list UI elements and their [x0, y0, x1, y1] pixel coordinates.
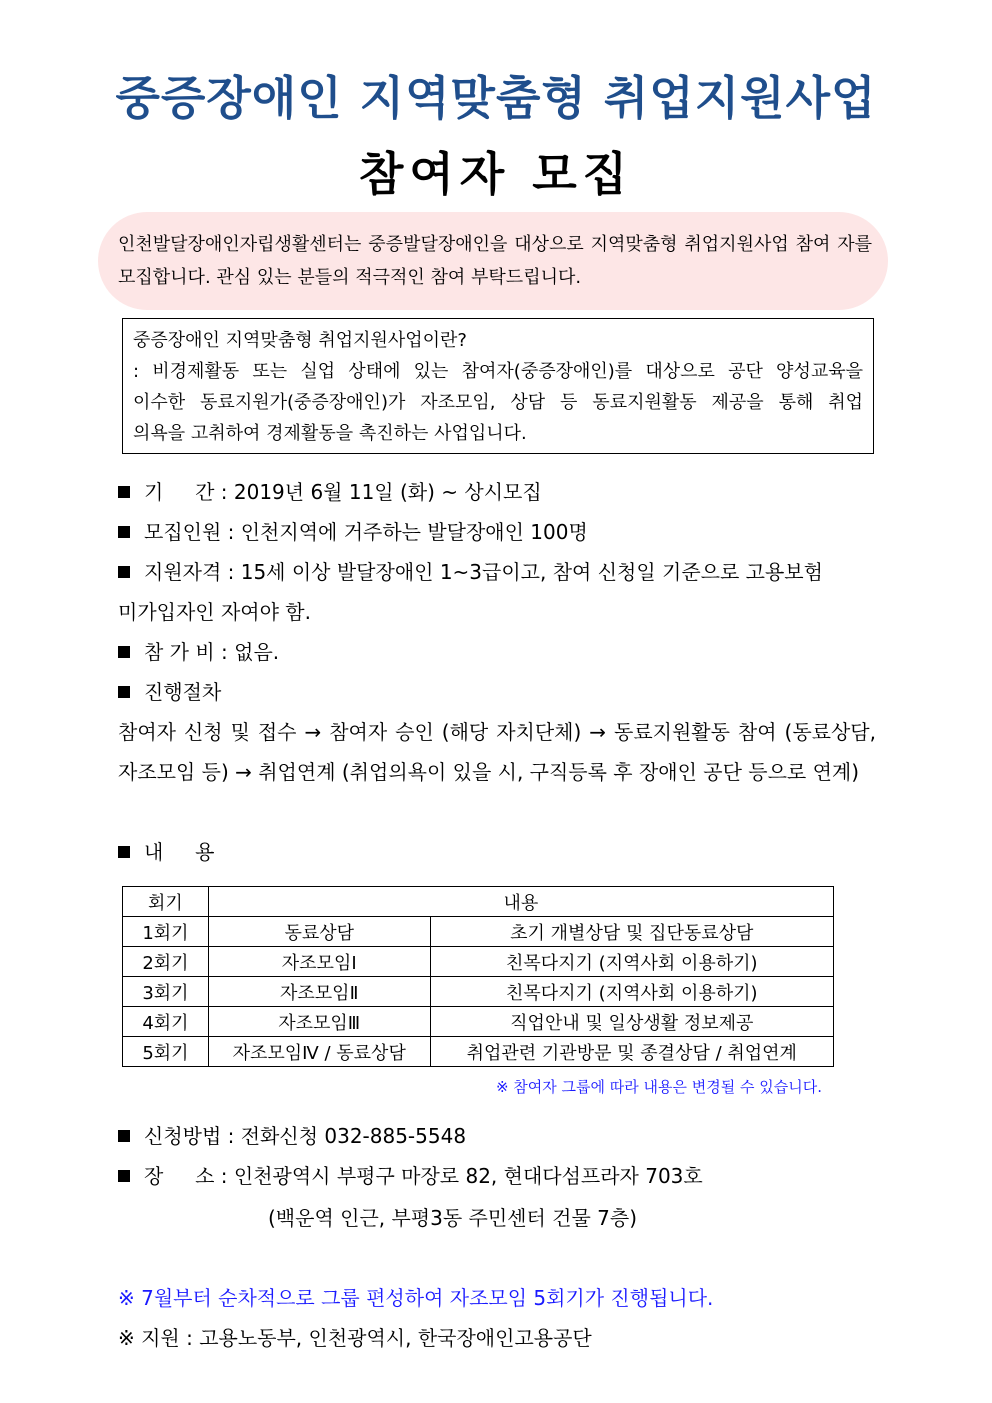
process-heading-text: 진행절차: [144, 680, 222, 704]
table-cell-activity: 동료상담: [208, 917, 430, 947]
page-subtitle: 참여자 모집: [358, 147, 634, 201]
table-cell-detail: 취업관련 기관방문 및 종결상담 / 취업연계: [430, 1037, 833, 1067]
intro-banner: [98, 212, 888, 310]
schedule-table: [122, 886, 834, 1067]
period-text: 기 간 : 2019년 6월 11일 (화) ~ 상시모집: [144, 480, 542, 504]
content-heading-text: 내 용: [144, 840, 215, 864]
definition-line: 의욕을 고취하여 경제활동을 촉진하는 사업입니다.: [133, 423, 527, 444]
definition-heading: 중증장애인 지역맞춤형 취업지원사업이란?: [133, 330, 467, 351]
intro-text-line1: 인천발달장애인자립생활센터는 중증발달장애인을 대상으로 지역맞춤형 취업지원사업 참여: [118, 234, 831, 255]
apply-method: [118, 1116, 466, 1156]
info-process-heading: [118, 672, 221, 712]
info-recruit: [118, 512, 588, 552]
table-cell-activity: 자조모임Ⅳ / 동료상담: [208, 1037, 430, 1067]
table-row: [123, 1007, 834, 1037]
table-cell-session: 3회기: [123, 977, 209, 1007]
apply-place-text: 장 소 : 인천광역시 부평구 마장로 82, 현대다섬프라자 703호: [144, 1164, 703, 1188]
table-row: [123, 1037, 834, 1067]
square-bullet-icon: [118, 686, 130, 698]
table-cell-detail: 직업안내 및 일상생활 정보제공: [430, 1007, 833, 1037]
info-period: [118, 472, 542, 512]
intro-text-line2: 자를 모집합니다. 관심 있는 분들의 적극적인 참여 부탁드립니다.: [118, 234, 872, 288]
schedule-note: ※ 7월부터 순차적으로 그룹 편성하여 자조모임 5회기가 진행됩니다.: [118, 1286, 714, 1310]
info-qualification: [118, 552, 876, 592]
definition-line: : 비경제활동 또는 실업 상태에 있는 참여자(중증장애인)를 대상으로 공단 양성교육을: [133, 361, 863, 382]
table-cell-detail: 초기 개별상담 및 집단동료상담: [430, 917, 833, 947]
fee-text: 참 가 비 : 없음.: [144, 640, 280, 664]
table-header-row: [123, 887, 834, 917]
definition-box: [122, 318, 874, 454]
square-bullet-icon: [118, 526, 130, 538]
table-cell-session: 1회기: [123, 917, 209, 947]
support-note: ※ 지원 : 고용노동부, 인천광역시, 한국장애인고용공단: [118, 1326, 592, 1350]
table-row: [123, 977, 834, 1007]
table-cell-session: 5회기: [123, 1037, 209, 1067]
table-cell-activity: 자조모임Ⅲ: [208, 1007, 430, 1037]
table-header-content: 내용: [208, 887, 833, 917]
info-qualification-cont: 미가입자인 자여야 함.: [118, 600, 311, 624]
definition-line: 이수한 동료지원가(중증장애인)가 자조모임, 상담 등 동료지원활동 제공을 통해 취업: [133, 392, 863, 413]
apply-method-text: 신청방법 : 전화신청 032-885-5548: [144, 1124, 467, 1148]
table-cell-detail: 친목다지기 (지역사회 이용하기): [430, 947, 833, 977]
apply-place: [118, 1156, 703, 1196]
table-row: [123, 947, 834, 977]
apply-place-detail: (백운역 인근, 부평3동 주민센터 건물 7층): [268, 1206, 637, 1230]
square-bullet-icon: [118, 646, 130, 658]
square-bullet-icon: [118, 486, 130, 498]
page-title: 중증장애인 지역맞춤형 취업지원사업: [115, 71, 877, 125]
square-bullet-icon: [118, 1130, 130, 1142]
info-content-heading: [118, 832, 214, 872]
square-bullet-icon: [118, 846, 130, 858]
table-cell-detail: 친목다지기 (지역사회 이용하기): [430, 977, 833, 1007]
table-header-session: 회기: [123, 887, 209, 917]
info-fee: [118, 632, 279, 672]
square-bullet-icon: [118, 566, 130, 578]
table-row: [123, 917, 834, 947]
process-text: 참여자 신청 및 접수 → 참여자 승인 (해당 자치단체) → 동료지원활동 참여 (동료상담, 자조모임 등) → 취업연계 (취업의욕이 있을 시, 구직등록 후 장애인 공단 등으로 연계): [118, 720, 876, 784]
square-bullet-icon: [118, 1170, 130, 1182]
table-cell-activity: 자조모임Ⅰ: [208, 947, 430, 977]
recruit-text: 모집인원 : 인천지역에 거주하는 발달장애인 100명: [144, 520, 588, 544]
table-cell-activity: 자조모임Ⅱ: [208, 977, 430, 1007]
table-cell-session: 2회기: [123, 947, 209, 977]
table-cell-session: 4회기: [123, 1007, 209, 1037]
table-note: ※ 참여자 그룹에 따라 내용은 변경될 수 있습니다.: [495, 1078, 822, 1096]
qualification-text: 지원자격 : 15세 이상 발달장애인 1~3급이고, 참여 신청일 기준으로 고용보험: [144, 560, 823, 584]
